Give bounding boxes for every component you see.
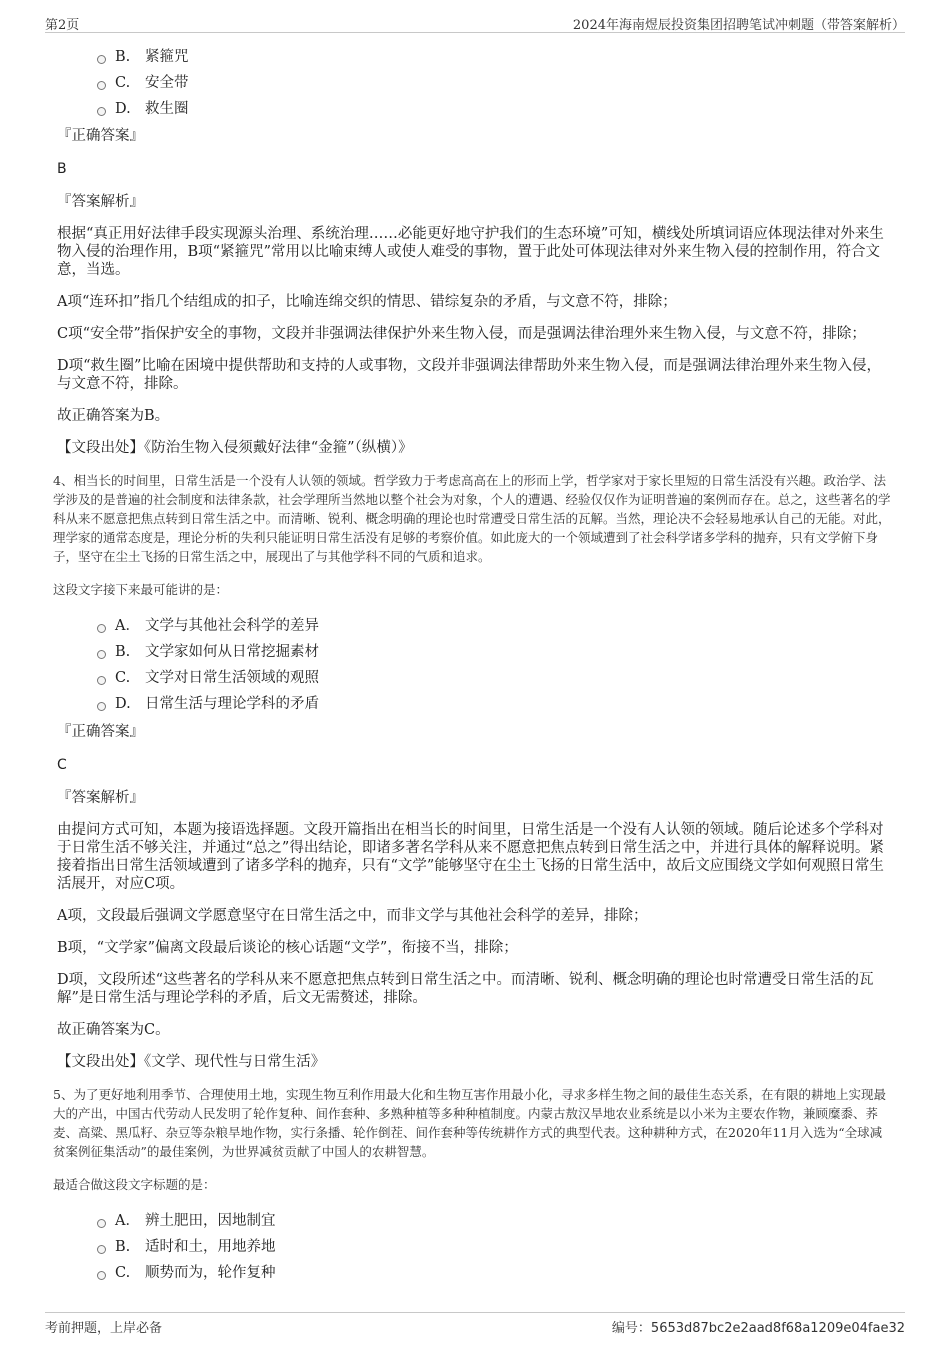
radio-icon[interactable]	[97, 1219, 106, 1228]
q3-analysis-c: C项“安全带”指保护安全的事物，文段并非强调法律保护外来生物入侵，而是强调法律治理外来生物入侵，与文意不符，排除；	[57, 326, 866, 342]
q4-source: 【文段出处】《文学、现代性与日常生活》	[57, 1054, 326, 1070]
radio-icon[interactable]	[97, 1271, 106, 1280]
radio-icon[interactable]	[97, 702, 106, 711]
q3-option-b[interactable]: B. 紧箍咒	[97, 44, 894, 70]
q5-stem: 5、为了更好地利用季节、合理使用土地，实现生物互利作用最大化和生物互害作用最小化，寻求多样生物之间的最佳生态关系，在有限的耕地上实现最大的产出，中国古代劳动人民发明了轮作复种、间作套种、多熟种植等多种种植制度。内蒙古敖汉旱地农业系统是以小米为主要农作物，兼顾糜黍、荞麦、高粱、黑瓜籽、杂豆等杂粮旱地作物，实行条播、轮作倒茬、间作套种等传统耕作方式的典型代表。这种耕种方式，在2020年11月入选为“全球减贫案例征集活动”的最佳案例，为世界减贫贡献了中国人的农耕智慧。	[53, 1087, 886, 1159]
q4-analysis-a: A项，文段最后强调文学愿意坚守在日常生活之中，而非文学与其他社会科学的差异，排除；	[57, 908, 648, 924]
radio-icon[interactable]	[97, 676, 106, 685]
radio-icon[interactable]	[97, 1245, 106, 1254]
q5-option-b[interactable]: B. 适时和土，用地养地	[97, 1234, 894, 1260]
radio-icon[interactable]	[97, 81, 106, 90]
q4-stem: 4、相当长的时间里，日常生活是一个没有人认领的领域。哲学致力于考虑高高在上的形而上学，哲学家对于家长里短的日常生活没有兴趣。政治学、法学涉及的是普遍的社会制度和法律条款，社会学理所当然地以整个社会为对象，个人的遭遇、经验仅仅作为证明普遍的案例而存在。总之，这些著名的学科从来不愿意把焦点转到日常生活之中。而清晰、锐利、概念明确的理论也时常遭受日常生活的瓦解。当然，理论决不会轻易地承认自己的无能。对此，理学家的通常态度是，理论分析的失利只能证明日常生活没有足够的考察价值。如此庞大的一个领域遭到了社会科学诸多学科的抛弃，只有文学俯下身子，坚守在尘土飞扬的日常生活之中，展现出了与其他学科不同的气质和追求。	[53, 473, 891, 564]
q4-analysis-main: 由提问方式可知，本题为接语选择题。文段开篇指出在相当长的时间里，日常生活是一个没有人认领的领域。随后论述多个学科对于日常生活不够关注，并通过“总之”得出结论，即诸多著名学科从来不愿意把焦点转到日常生活之中，并进行具体的解释说明。紧接着指出日常生活领域遭到了诸多学科的抛弃，只有“文学”能够坚守在尘土飞扬的日常生活中，故后文应围绕文学如何观照日常生活展开，对应C项。	[57, 822, 884, 892]
document-code: 编号：5653d87bc2e2aad8f68a1209e04fae32	[611, 1321, 905, 1336]
q4-option-a[interactable]: A． 文学与其他社会科学的差异	[97, 613, 894, 639]
q4-option-d[interactable]: D. 日常生活与理论学科的矛盾	[97, 691, 894, 717]
q5-option-a[interactable]: A． 辨土肥田，因地制宜	[97, 1208, 894, 1234]
q3-analysis-main: 根据“真正用好法律手段实现源头治理、系统治理……必能更好地守护我们的生态环境”可知，横线处所填词语应体现法律对外来生物入侵的治理作用，B项“紧箍咒”常用以比喻束缚人或使人难受的事物，置于此处可体现法律对外来生物入侵的控制作用，符合文意，当选。	[57, 226, 884, 278]
q3-correct-answer: B	[57, 161, 67, 177]
q3-analysis-label: 『答案解析』	[57, 194, 144, 210]
page-footer	[45, 1312, 905, 1337]
radio-icon[interactable]	[97, 624, 106, 633]
q4-question: 这段文字接下来最可能讲的是：	[53, 582, 229, 597]
q3-analysis-a: A项“连环扣”指几个结组成的扣子，比喻连绵交织的情思、错综复杂的矛盾，与文意不符，排除；	[57, 294, 677, 310]
q4-conclusion: 故正确答案为C。	[57, 1022, 170, 1038]
q4-correct-answer: C	[57, 757, 67, 773]
q4-options	[97, 613, 894, 717]
q4-analysis-label: 『答案解析』	[57, 790, 144, 806]
q5-options	[97, 1208, 894, 1286]
q3-source: 【文段出处】《防治生物入侵须戴好法律“金箍”（纵横）》	[57, 440, 413, 456]
page-header	[45, 10, 905, 33]
footer-slogan: 考前押题，上岸必备	[45, 1321, 163, 1336]
q3-option-c[interactable]: C. 安全带	[97, 70, 894, 96]
radio-icon[interactable]	[97, 107, 106, 116]
q5-option-c[interactable]: C. 顺势而为，轮作复种	[97, 1260, 894, 1286]
q3-analysis-d: D项“救生圈”比喻在困境中提供帮助和支持的人或事物，文段并非强调法律帮助外来生物入侵，而是强调法律治理外来生物入侵，与文意不符，排除。	[57, 358, 881, 392]
q3-correct-label: 『正确答案』	[57, 128, 144, 144]
q4-analysis-b: B项，“文学家”偏离文段最后谈论的核心话题“文学”，衔接不当，排除；	[57, 940, 518, 956]
page-content	[53, 44, 894, 1286]
radio-icon[interactable]	[97, 55, 106, 64]
q4-analysis-d: D项，文段所述“这些著名的学科从来不愿意把焦点转到日常生活之中。而清晰、锐利、概念明确的理论也时常遭受日常生活的瓦解”是日常生活与理论学科的矛盾，后文无需赘述，排除。	[57, 972, 874, 1006]
document-title: 2024年海南煜辰投资集团招聘笔试冲刺题（带答案解析）	[572, 18, 905, 33]
radio-icon[interactable]	[97, 650, 106, 659]
q3-conclusion: 故正确答案为B。	[57, 408, 170, 424]
q4-option-b[interactable]: B. 文学家如何从日常挖掘素材	[97, 639, 894, 665]
q4-correct-label: 『正确答案』	[57, 724, 144, 740]
q5-question: 最适合做这段文字标题的是：	[53, 1177, 216, 1192]
q3-options	[97, 44, 894, 122]
page-number: 第2页	[45, 18, 80, 33]
q3-option-d[interactable]: D. 救生圈	[97, 96, 894, 122]
q4-option-c[interactable]: C. 文学对日常生活领域的观照	[97, 665, 894, 691]
